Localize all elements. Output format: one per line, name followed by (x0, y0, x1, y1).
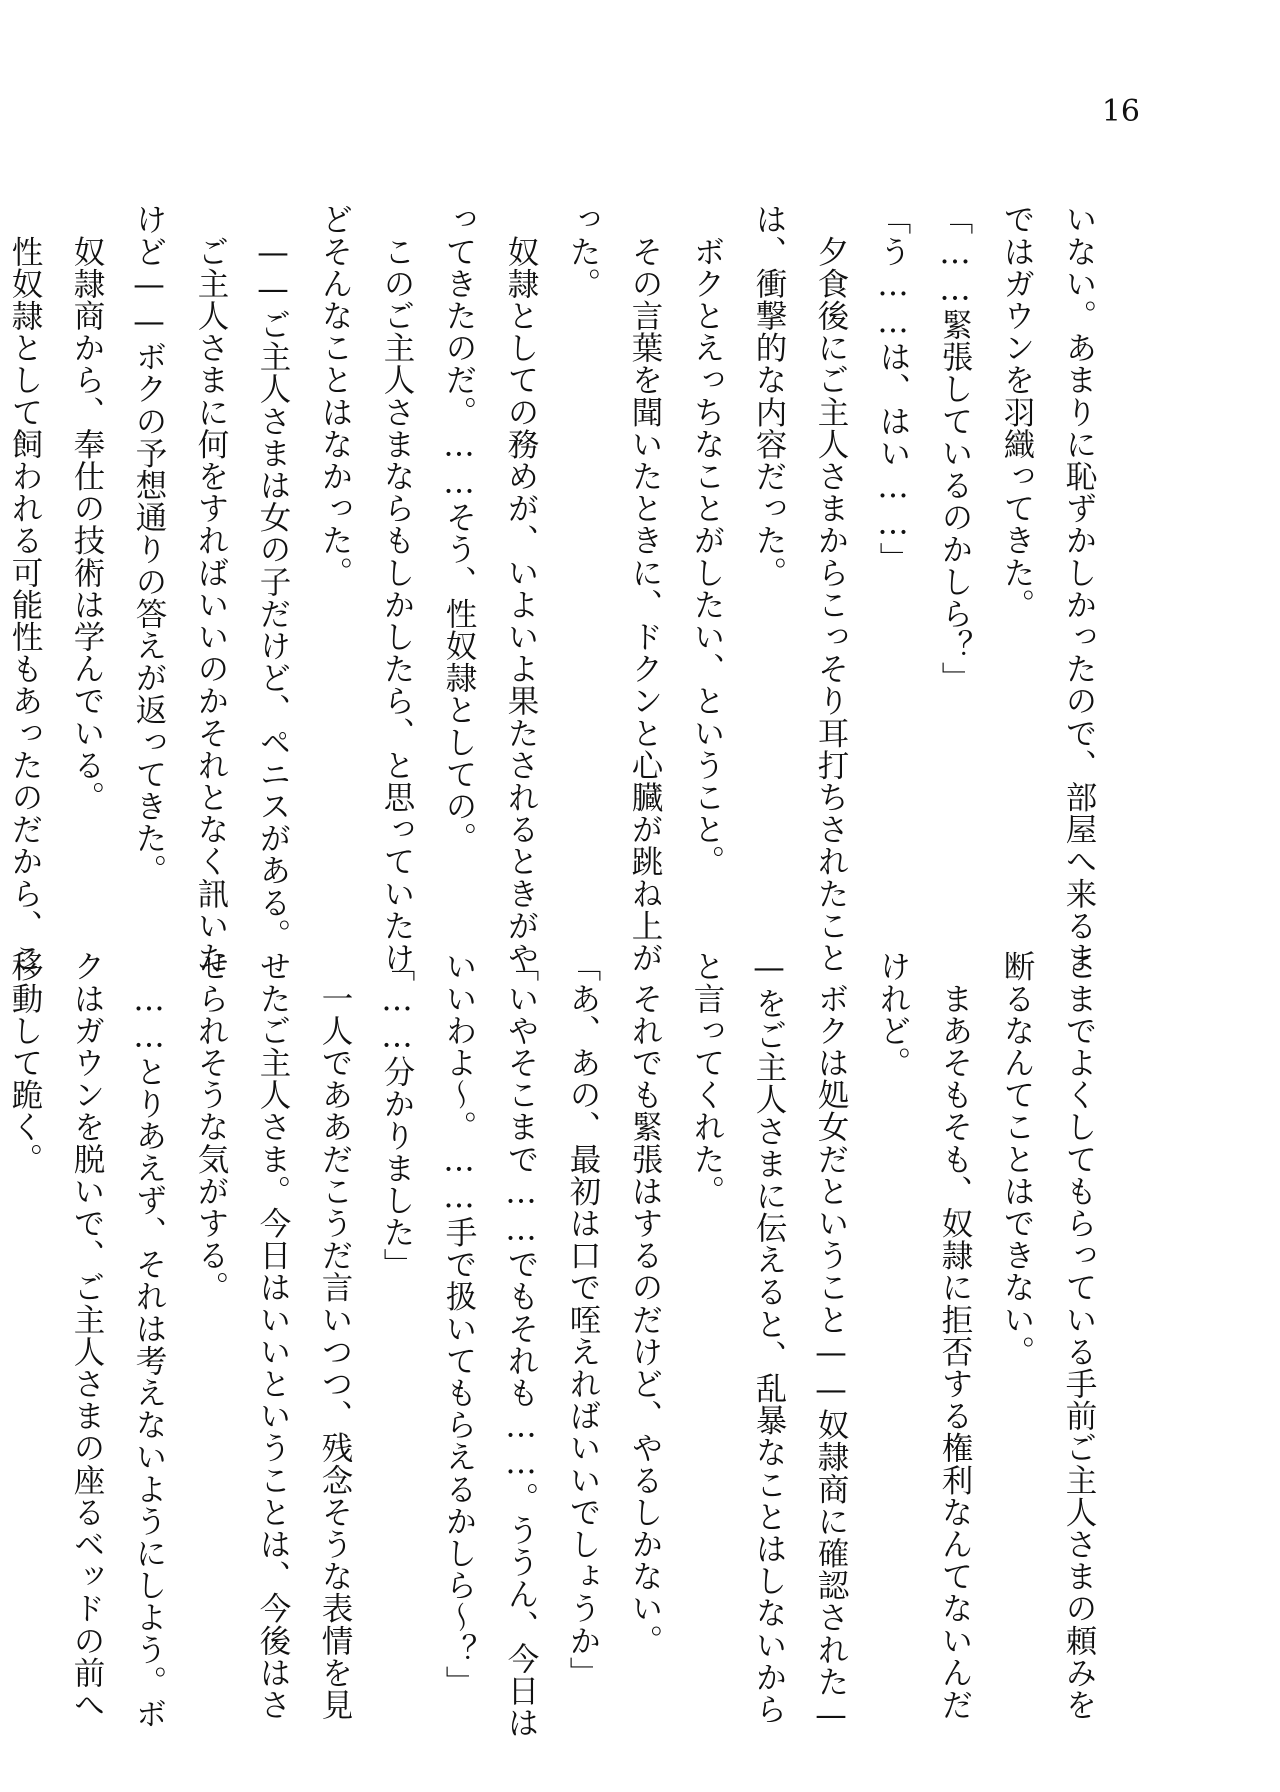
text-line: 断るなんてことはできない。 (999, 950, 1035, 1368)
text-line: 「あ、あの、最初は口で咥えればいいでしょうか」 (565, 950, 601, 1689)
text-line: どそんなことはなかった。 (317, 203, 353, 589)
text-line: クはガウンを脱いで、ご主人さまの座るベッドの前へ (69, 950, 105, 1721)
text-line: ボクとえっちなことがしたい、ということ。 (689, 203, 725, 878)
text-line: このご主人さまならもしかしたら、と思っていたけ (379, 203, 415, 974)
text-line: いない。あまりに恥ずかしかったので、部屋へ来るま (1061, 203, 1097, 974)
page-number: 16 (1101, 94, 1140, 129)
text-line: 奴隷商から、奉仕の技術は学んでいる。 (69, 203, 105, 813)
text-line: —をご主人さまに伝えると、乱暴なことはしないから (751, 950, 787, 1725)
text-line: った。 (565, 203, 601, 300)
upper-text-block (7, 203, 1110, 974)
text-line: けど——ボクの予想通りの答えが返ってきた。 (131, 203, 167, 887)
text-line: 一人でああだこうだ言いつつ、残念そうな表情を見 (317, 950, 353, 1721)
text-line: こまでよくしてもらっている手前ご主人さまの頼みを (1061, 950, 1097, 1721)
text-line: 夕食後にご主人さまからこっそり耳打ちされたこと (813, 203, 849, 974)
text-line: 「いやそこまで……でもそれも……。ううん、今日は (503, 950, 539, 1739)
text-line: いいわよ〜。……手で扱いてもらえるかしら〜？」 (441, 950, 477, 1698)
text-line: ではガウンを羽織ってきた。 (999, 203, 1035, 621)
text-line: 「……分かりました」 (379, 950, 415, 1280)
text-line: 「……緊張しているのかしら？」 (937, 203, 973, 694)
text-line: それでも緊張はするのだけど、やるしかない。 (627, 950, 663, 1657)
text-line: まあそもそも、奴隷に拒否する権利なんてないんだ (937, 950, 973, 1721)
text-line: ——ご主人さまは女の子だけど、ペニスがある。 (255, 203, 291, 951)
text-line: ってきたのだ。……そう、性奴隷としての。 (441, 203, 477, 854)
text-line: その言葉を聞いたときに、ドクンと心臓が跳ね上が (627, 203, 663, 974)
text-line: せたご主人さま。今日はいいということは、今後はさ (255, 950, 291, 1721)
text-line: ボクは処女だということ——奴隷商に確認された— (813, 950, 849, 1734)
text-line: けれど。 (875, 950, 911, 1079)
text-line: 「う……は、はい……」 (875, 203, 911, 575)
text-line: 移動して跪く。 (7, 950, 43, 1175)
text-line: ご主人さまに何をすればいいのかそれとなく訊いた (193, 203, 229, 974)
text-line: は、衝撃的な内容だった。 (751, 203, 787, 589)
lower-text-block (7, 950, 1110, 1739)
text-line: 性奴隷として飼われる可能性もあったのだから、こ (7, 203, 43, 974)
text-line: 奴隷としての務めが、いよいよ果たされるときがや (503, 203, 539, 974)
text-line: と言ってくれた。 (689, 950, 725, 1207)
text-line: ……とりあえず、それは考えないようにしよう。ボ (131, 950, 167, 1730)
text-line: せられそうな気がする。 (193, 950, 229, 1304)
